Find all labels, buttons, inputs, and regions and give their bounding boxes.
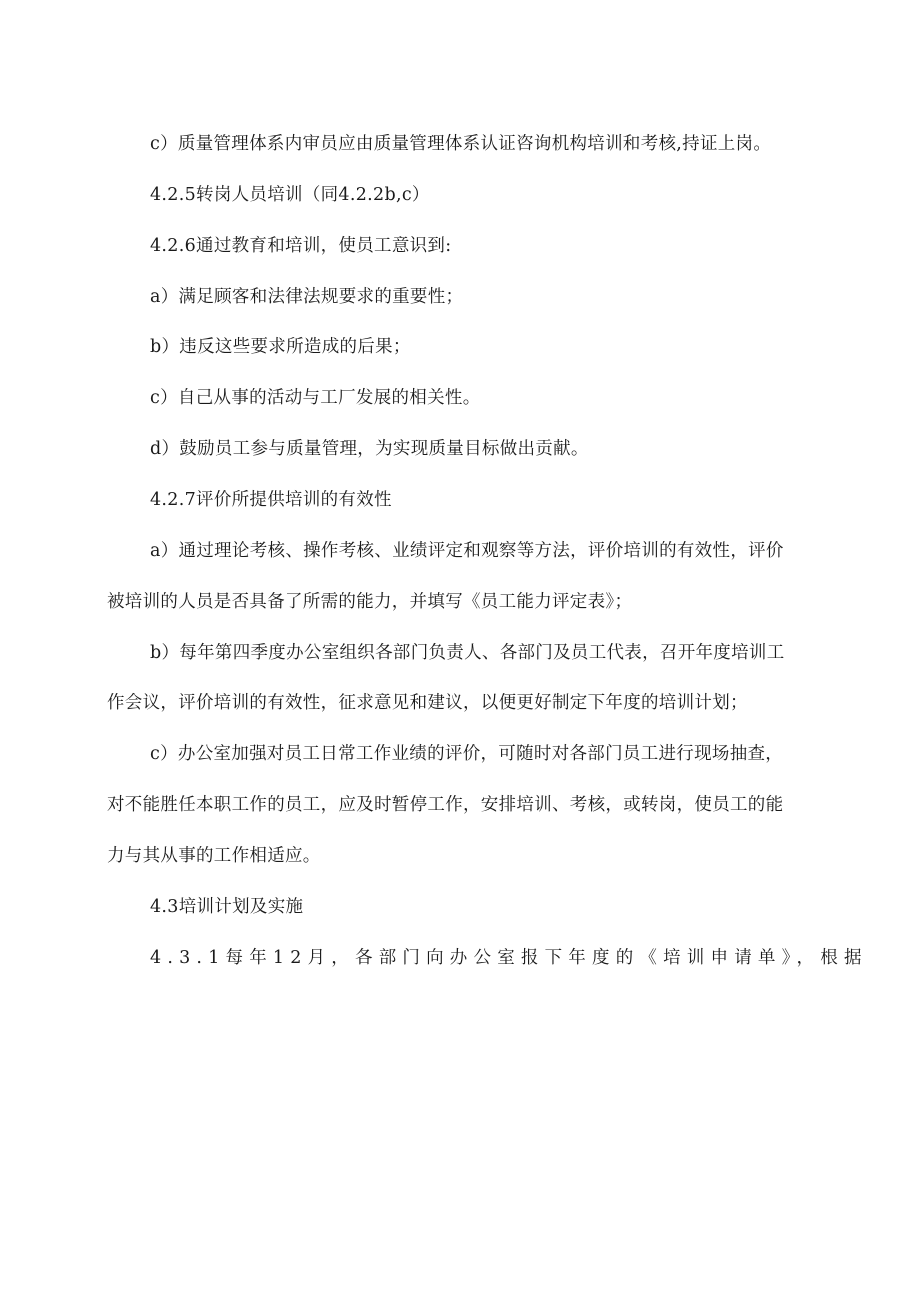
list-item: c）办公室加强对员工日常工作业绩的评价，可随时对各部门员工进行现场抽查， [150, 744, 784, 764]
list-item-continuation: 力与其从事的工作相适应。 [107, 846, 321, 866]
paragraph-line: c）质量管理体系内审员应由质量管理体系认证咨询机构培训和考核,持证上岗。 [150, 134, 772, 154]
list-item-continuation: 对不能胜任本职工作的员工，应及时暂停工作，安排培训、考核，或转岗，使员工的能 [107, 795, 784, 815]
list-item: d）鼓励员工参与质量管理，为实现质量目标做出贡献。 [150, 439, 589, 459]
list-item-continuation: 作会议，评价培训的有效性，征求意见和建议，以便更好制定下年度的培训计划； [107, 693, 748, 713]
section-heading: 4.2.6通过教育和培训，使员工意识到: [150, 236, 452, 256]
section-heading: 4.3培训计划及实施 [150, 897, 304, 917]
list-item: c）自己从事的活动与工厂发展的相关性。 [150, 388, 481, 408]
list-item-continuation: 被培训的人员是否具备了所需的能力，并填写《员工能力评定表》； [107, 592, 633, 612]
section-heading: 4.2.7评价所提供培训的有效性 [150, 490, 392, 510]
list-item: a）通过理论考核、操作考核、业绩评定和观察等方法，评价培训的有效性，评价 [150, 541, 784, 561]
list-item: b）违反这些要求所造成的后果； [150, 337, 411, 357]
section-heading: 4.2.5转岗人员培训（同4.2.2b,c） [150, 185, 430, 205]
paragraph-line: 4.3.1每年12月，各部门向办公室报下年度的《培训申请单》，根据 [150, 948, 868, 968]
list-item: b）每年第四季度办公室组织各部门负责人、各部门及员工代表，召开年度培训工 [150, 643, 785, 663]
list-item: a）满足顾客和法律法规要求的重要性； [150, 287, 464, 307]
